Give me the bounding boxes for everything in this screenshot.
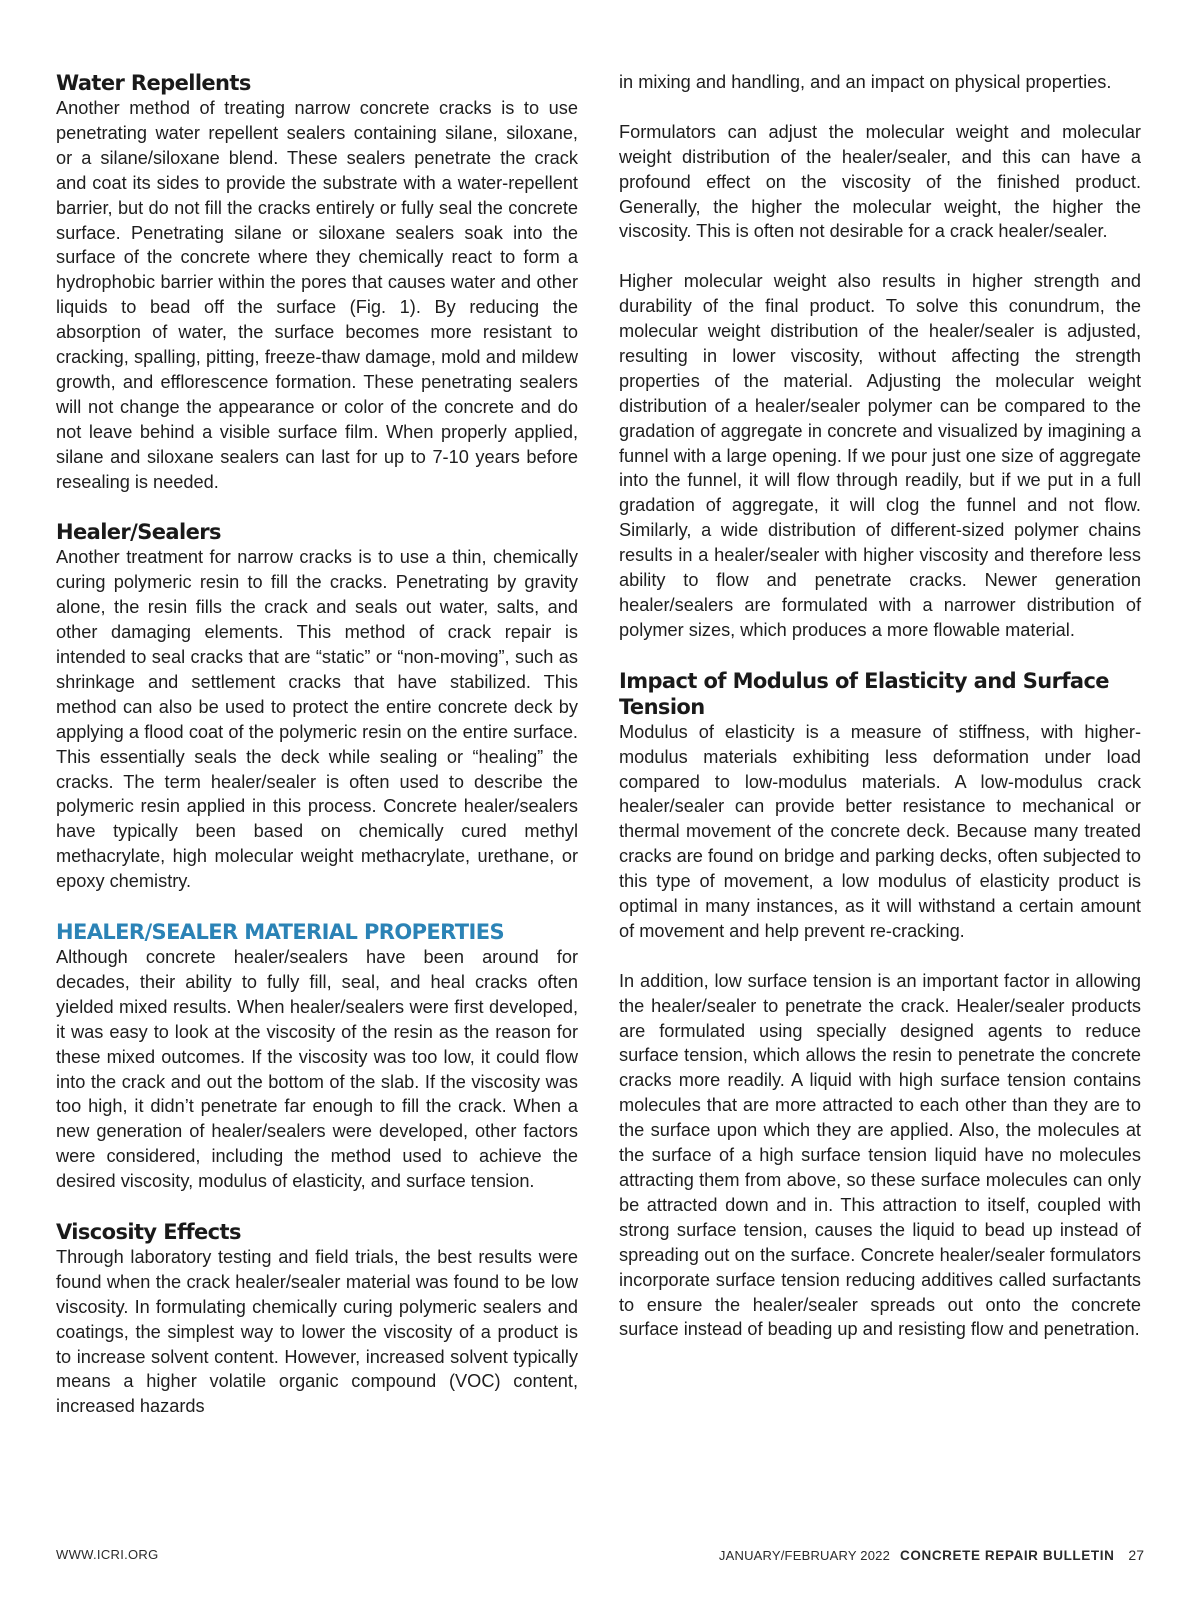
modulus-paragraph: Modulus of elasticity is a measure of stiffness, with higher-modulus materials exhibiting less deformation under load compared to low-modulus materials. A low-modulus crack healer/sealer can provide better resistance to mechanical or thermal movement of the concrete deck. Because many treated cracks are found on bridge and parking decks, often subjected to this type of movement, a low modulus of elasticity product is optimal in many instances, as it will withstand a certain amount of movement and help prevent re-cracking. xyxy=(619,721,1141,941)
viscosity-continued-paragraph: in mixing and handling, and an impact on physical properties. xyxy=(619,72,1112,92)
healer-sealers-heading: Healer/Sealers xyxy=(56,520,221,545)
issue-date: JANUARY/FEBRUARY 2022 xyxy=(718,1548,891,1563)
molecular-weight-paragraph: Formulators can adjust the molecular weight and molecular weight distribution of the healer/sealer, and this can have a profound effect on the viscosity of the finished product. Generally, the higher the molecular weight, the higher the viscosity. This is often not desirable for a crack healer/sealer. xyxy=(619,121,1141,242)
viscosity-effects-heading: Viscosity Effects xyxy=(56,1219,241,1244)
material-properties-paragraph: Although concrete healer/sealers have been around for decades, their ability to fully fill, seal, and heal cracks often yielded mixed results. When healer/sealers were first developed, it was easy to look at the viscosity of the resin as the reason for these mixed outcomes. If the viscosity was too low, it could flow into the crack and out the bottom of the slab. If the viscosity was too high, it didn’t penetrate far enough to fill the crack. When a new generation of healer/sealers were developed, other factors were considered, including the method used to achieve the desired viscosity, modulus of elasticity, and surface tension. xyxy=(56,946,578,1192)
surface-tension-paragraph: In addition, low surface tension is an important factor in allowing the healer/sealer to penetrate the crack. Healer/sealer products are formulated using specially designed agents to reduce surface tension, which allows the resin to penetrate the concrete cracks more readily. A liquid with high surface tension contains molecules that are more attracted to each other than they are to the surface upon which they are applied. Also, the molecules at the surface of a high surface tension liquid have no molecules attracting them from above, so these surface molecules can only be attracted down and in. This attraction to itself, coupled with strong surface tension, causes the liquid to bead up instead of spreading out on the surface. Concrete healer/sealer formulators incorporate surface tension reducing additives called surfactants to ensure the healer/sealer spreads out onto the concrete surface instead of beading up and resisting flow and penetration. xyxy=(619,970,1141,1340)
page-number: 27 xyxy=(1128,1547,1144,1563)
material-properties-heading: HEALER/SEALER MATERIAL PROPERTIES xyxy=(56,919,504,944)
footer-right xyxy=(719,1547,1144,1563)
water-repellents-heading: Water Repellents xyxy=(56,71,251,95)
left-column xyxy=(56,70,578,1419)
page-footer xyxy=(56,1544,1144,1566)
modulus-tension-heading: Impact of Modulus of Elasticity and Surface Tension xyxy=(619,668,1109,719)
water-repellents-paragraph: Another method of treating narrow concrete cracks is to use penetrating water repellent sealers containing silane, siloxane, or a silane/siloxane blend. These sealers penetrate the crack and coat its sides to provide the substrate with a water-repellent barrier, but do not fill the cracks entirely or fully seal the concrete surface. Penetrating silane or siloxane sealers soak into the surface of the concrete where they chemically react to form a hydrophobic barrier within the pores that causes water and other liquids to bead off the surface (Fig. 1). By reducing the absorption of water, the surface becomes more resistant to cracking, spalling, pitting, freeze-thaw damage, mold and mildew growth, and efflorescence formation. These penetrating sealers will not change the appearance or color of the concrete and do not leave behind a visible surface film. When properly applied, silane and siloxane sealers can last for up to 7-10 years before resealing is needed. xyxy=(56,98,578,492)
viscosity-effects-paragraph: Through laboratory testing and field trials, the best results were found when the crack healer/sealer material was found to be low viscosity. In formulating chemically curing polymeric sealers and coatings, the simplest way to lower the viscosity of a product is to increase solvent content. However, increased solvent typically means a higher volatile organic compound (VOC) content, increased hazards xyxy=(56,1246,578,1417)
right-column xyxy=(619,70,1141,1342)
molecular-distribution-paragraph: Higher molecular weight also results in higher strength and durability of the final product. To solve this conundrum, the molecular weight distribution of the healer/sealer is adjusted, resulting in lower viscosity, without affecting the strength properties of the material. Adjusting the molecular weight distribution of a healer/sealer polymer can be compared to the gradation of aggregate in concrete and visualized by imagining a funnel with a large opening. If we pour just one size of aggregate into the funnel, it will flow through readily, but if we put in a full gradation of aggregate, it will clog the funnel and not flow. Similarly, a wide distribution of different-sized polymer chains results in a healer/sealer with higher viscosity and therefore less ability to flow and penetrate cracks. Newer generation healer/sealers are formulated with a narrower distribution of polymer sizes, which produces a more flowable material. xyxy=(619,271,1141,640)
healer-sealers-paragraph: Another treatment for narrow cracks is to use a thin, chemically curing polymeric resin to fill the cracks. Penetrating by gravity alone, the resin fills the crack and seals out water, salts, and other damaging elements. This method of crack repair is intended to seal cracks that are “static” or “non-moving”, such as shrinkage and settlement cracks that have stabilized. This method can also be used to protect the entire concrete deck by applying a flood coat of the polymeric resin on the entire surface. This essentially seals the deck while sealing or “healing” the cracks. The term healer/sealer is often used to describe the polymeric resin applied in this process. Concrete healer/sealers have typically been based on chemically cured methyl methacrylate, high molecular weight methacrylate, urethane, or epoxy chemistry. xyxy=(56,547,578,892)
publication-name: CONCRETE REPAIR BULLETIN xyxy=(900,1548,1115,1563)
website-link[interactable]: WWW.ICRI.ORG xyxy=(56,1547,159,1562)
